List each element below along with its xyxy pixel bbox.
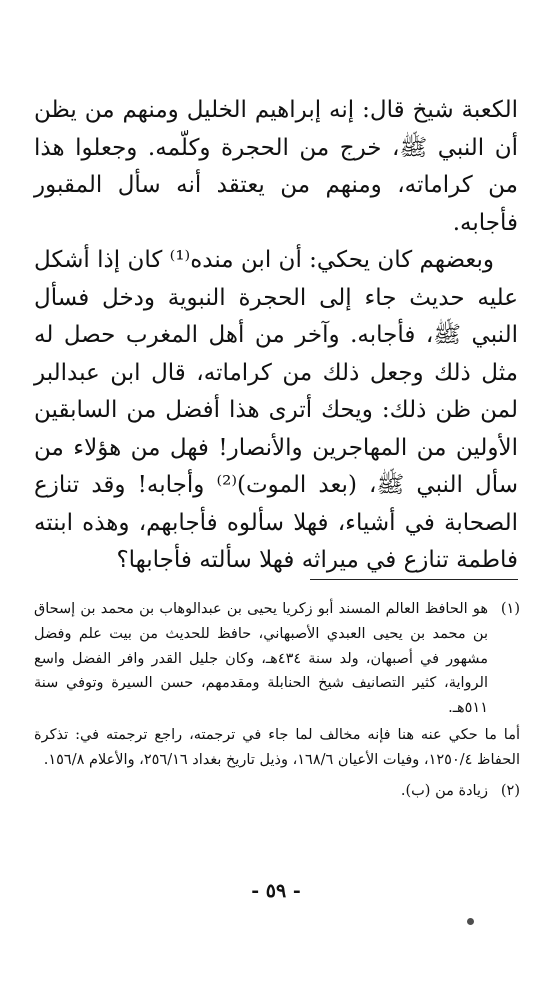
footnotes-section: [34, 597, 520, 803]
footnote-divider: [310, 579, 518, 580]
footnote-2-text: زيادة من (ب).: [400, 782, 488, 799]
page-number: - ٥٩ -: [251, 880, 301, 902]
main-paragraph-2: وبعضهم كان يحكي: أن ابن منده⁽¹⁾ كان إذا أشكل عليه حديث جاء إلى الحجرة النبوية ودخل فسأل النبي ﷺ، فأجابه. وآخر من أهل المغرب حصل له مثل ذلك وجعل ذلك من كراماته، قال ابن عبدالبر لمن ظن ذلك: ويحك أترى هذا أفضل من السابقين الأولين من المهاجرين والأنصار! فهل من هؤلاء من سأل النبي ﷺ، (بعد الموت)⁽²⁾ وأجابه! وقد تنازع الصحابة في أشياء، فهلا سألوه فأجابهم، وهذه ابنته فاطمة تنازع في ميراثه فهلا سألته فأجابها؟: [34, 247, 518, 573]
footnote-1-text: هو الحافظ العالم المسند أبو زكريا يحيى بن عبدالوهاب بن محمد بن إسحاق بن محمد بن يحيى العبدي الأصبهاني، حافظ للحديث من بيت علم وفضل مشهور في أصبهان، ولد سنة ٤٣٤هـ، وكان جليل القدر وافر الفضل واسع الرواية، كثير التصانيف شيخ الحنابلة ومقدمهم، حسن السيرة وتوفي سنة ٥١١هـ.: [34, 601, 488, 717]
footnote-1: [34, 597, 520, 721]
footnote-2-number: (٢): [500, 782, 520, 799]
footnote-1-continuation: أما ما حكي عنه هنا فإنه مخالف لما جاء في ترجمته، راجع ترجمته في: تذكرة الحفاظ ١٢٥٠/٤، وفيات الأعيان ١٦٨/٦، وذيل تاريخ بغداد ٢٥٦/١٦، والأعلام ١٥٦/٨.: [34, 726, 520, 768]
footnote-2: [34, 779, 520, 804]
main-paragraph-1: الكعبة شيخ قال: إنه إبراهيم الخليل ومنهم من يظن أن النبي ﷺ، خرج من الحجرة وكلّمه. وجعلوا هذا من كراماته، ومنهم من يعتقد أنه سأل المقبور فأجابه.: [34, 97, 518, 236]
footnote-1-number: (١): [500, 601, 520, 617]
main-text-body: [34, 92, 518, 580]
ink-dot: [467, 918, 474, 925]
